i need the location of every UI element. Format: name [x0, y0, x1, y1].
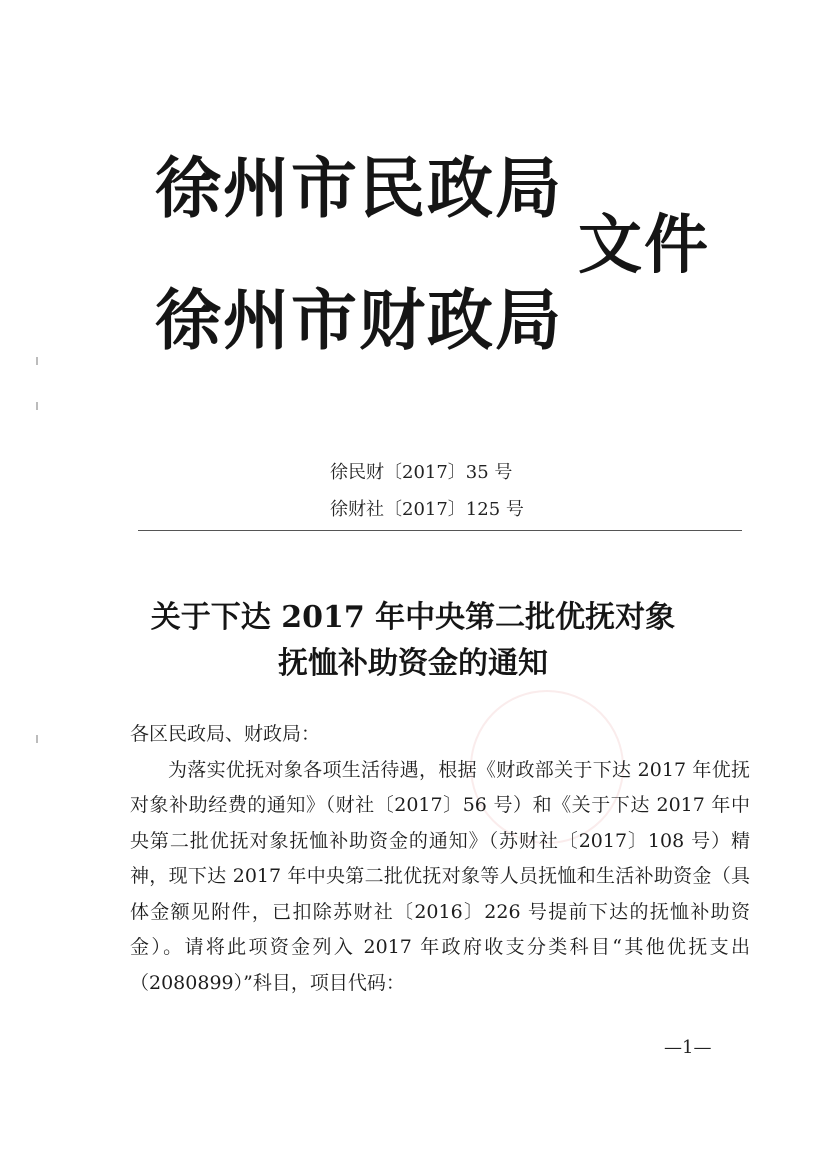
document-number: 徐民财〔2017〕35 号 [330, 462, 513, 483]
document-title-line-2: 抚恤补助资金的通知 [278, 646, 548, 681]
issuer-name-civil-affairs: 徐州市民政局 [155, 150, 563, 227]
issuer-name-finance: 徐州市财政局 [155, 282, 563, 359]
page-number: —1— [664, 1037, 712, 1058]
document-type-label: 文件 [578, 209, 710, 283]
document-title-line-1: 关于下达 2017 年中央第二批优抚对象 [150, 600, 676, 635]
document-body [130, 717, 750, 1001]
scan-mark [36, 735, 38, 743]
header-divider [138, 530, 742, 531]
scan-mark [36, 357, 38, 365]
body-paragraph: 为落实优抚对象各项生活待遇，根据《财政部关于下达 2017 年优抚对象补助经费的通知》（财社〔2017〕56 号）和《关于下达 2017 年中央第二批优抚对象抚恤补助资金的通知》（苏财社〔2017〕108 号）精神，现下达 2017 年中央第二批优抚对象等人员抚恤和生活补助资金（具体金额见附件，已扣除苏财社〔2016〕226 号提前下达的抚恤补助资金）。请将此项资金列入 2017 年政府收支分类科目“其他优抚支出（2080899）”科目，项目代码： [130, 758, 750, 994]
salutation: 各区民政局、财政局： [130, 723, 321, 745]
scan-mark [36, 402, 38, 410]
document-number: 徐财社〔2017〕125 号 [330, 499, 524, 520]
